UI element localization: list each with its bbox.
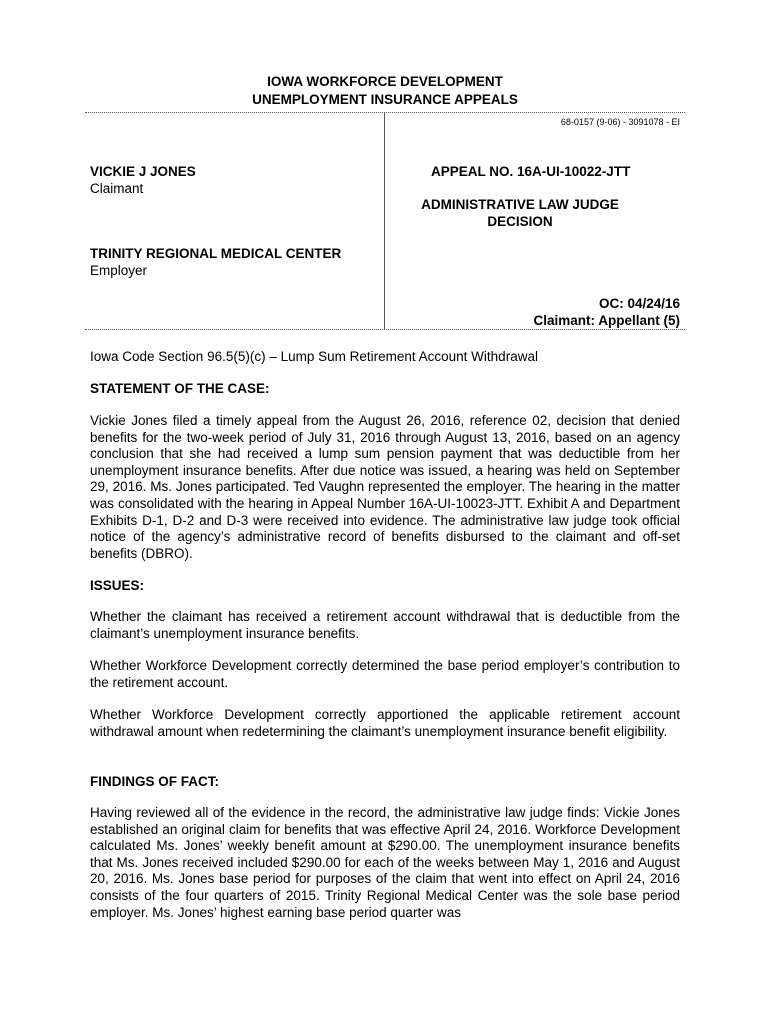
issue-2: Whether Workforce Development correctly determined the base period employer’s contribution to the retirement account. [90,658,680,690]
form-number: 68-0157 (9-06) - 3091078 - EI [560,117,680,127]
bottom-divider [85,329,685,330]
issue-3: Whether Workforce Development correctly apportioned the applicable retirement account withdrawal amount when redetermining the claimant’s unemployment insurance benefit eligibility. [90,707,680,739]
statement-heading: STATEMENT OF THE CASE: [90,381,270,396]
claimant-name: VICKIE J JONES [90,164,196,179]
appeal-number: APPEAL NO. 16A-UI-10022-JTT [431,164,631,179]
issue-1: Whether the claimant has received a retirement account withdrawal that is deductible from the claimant’s unemployment insurance benefits. [90,609,680,641]
statement-paragraph: Vickie Jones filed a timely appeal from the August 26, 2016, reference 02, decision that denied benefits for the two-week period of July 31, 2016 through August 13, 2016, based on an agency conclusion that she had received a lump sum pension payment that was deductible from her unemployment insurance benefits. After due notice was issued, a hearing was held on September 29, 2016. Ms. Jones participated. Ted Vaughn represented the employer. The hearing in the matter was consolidated with the hearing in Appeal Number 16A-UI-10023-JTT. Exhibit A and Department Exhibits D-1, D-2 and D-3 were received into evidence. The administrative law judge took official notice of the agency’s administrative record of benefits disbursed to the claimant and off-set benefits (DBRO). [90,413,680,561]
oc-date: OC: 04/24/16 [598,296,680,311]
column-divider [384,112,385,329]
agency-title: IOWA WORKFORCE DEVELOPMENT [267,74,503,89]
decision-title-line2: DECISION [487,214,553,229]
claimant-status: Claimant: Appellant (5) [533,313,680,328]
issues-heading: ISSUES: [90,578,145,593]
division-title: UNEMPLOYMENT INSURANCE APPEALS [252,92,518,107]
claimant-label: Claimant [90,181,144,196]
employer-name: TRINITY REGIONAL MEDICAL CENTER [90,246,342,261]
top-divider [85,112,685,113]
decision-title-line1: ADMINISTRATIVE LAW JUDGE [421,197,619,212]
findings-paragraph: Having reviewed all of the evidence in the record, the administrative law judge finds: Vickie Jones established an original claim for benefits that was effective April 24, 2016. Workforce Development calculated Ms. Jones’ weekly benefit amount at $290.00. The unemployment insurance benefits that Ms. Jones received included $290.00 for each of the weeks between May 1, 2016 and August 20, 2016. Ms. Jones base period for purposes of the claim that went into effect on April 24, 2016 consists of the four quarters of 2015. Trinity Regional Medical Center was the sole base period employer. Ms. Jones’ highest earning base period quarter was [90,805,680,920]
employer-label: Employer [90,263,148,278]
findings-heading: FINDINGS OF FACT: [90,774,219,789]
code-section: Iowa Code Section 96.5(5)(c) – Lump Sum Retirement Account Withdrawal [90,349,538,364]
